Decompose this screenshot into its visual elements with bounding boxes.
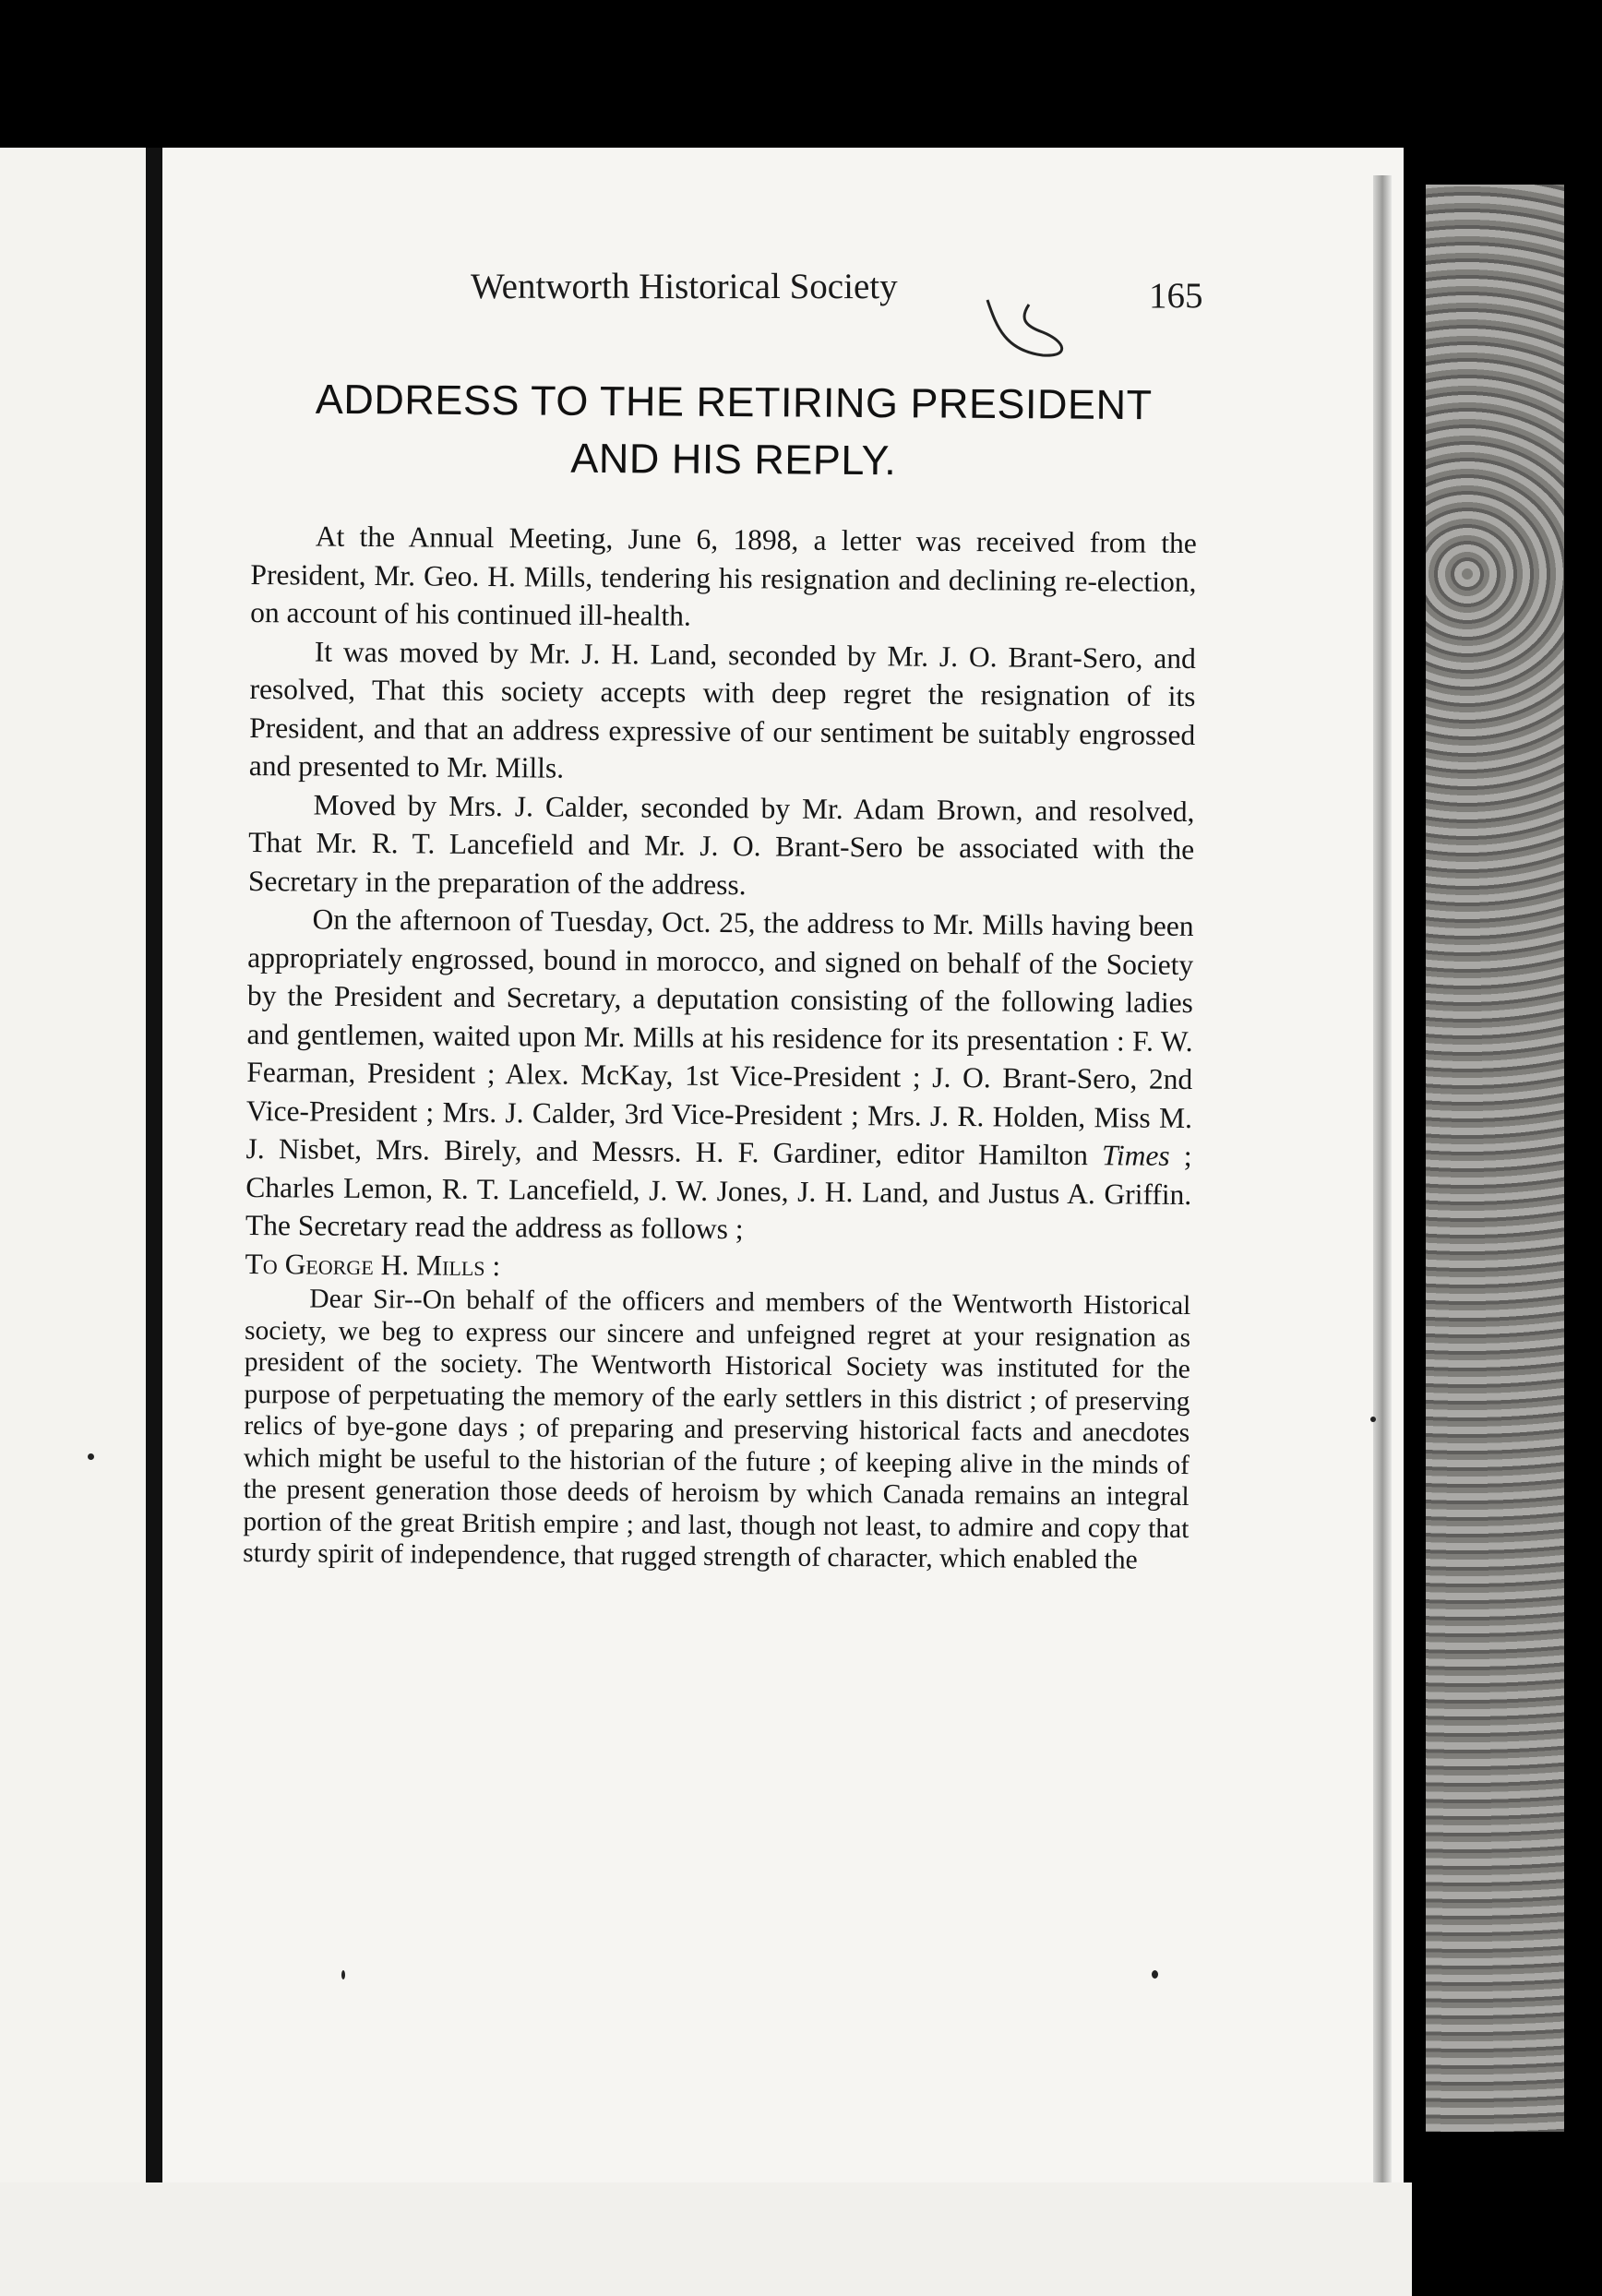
presentation-text: On the afternoon of Tuesday, Oct. 25, the address to Mr. Mills having been appropriately engrossed, bound in morocco, and signed on behalf of the Society by the President and Secretary, a deputation consisting of the following ladies and gentlemen, waited upon Mr. Mills at his residence for its presentation : F. W. Fearman, President ; Alex. McKay, 1st Vice-President ; J. O. Brant-Sero, 2nd Vice-President ; Mrs. J. Calder, 3rd Vice-President ; Mrs. J. R. Holden, Miss M. J. Nisbet, Mrs. Birely, and Messrs. H. F. Gardiner, editor Hamilton [245,903,1194,1172]
newspaper-name: Times [1101,1139,1170,1172]
article-title [268,370,1201,491]
page-fore-edge [1373,175,1392,2187]
presentation-text-continued: ; Charles Lemon, R. T. Lancefield, J. W. Jones, J. H. Land, and Justus A. Griffin. The Secretary read the address as follows ; [245,1139,1192,1246]
dust-speck [1152,1970,1158,1979]
salutation: To George H. Mills : [245,1247,501,1282]
address-letter [243,1283,1190,1577]
dust-speck [341,1970,345,1979]
facing-page-edge [0,148,152,2215]
gutter-shadow [146,148,162,2215]
article-body [243,517,1197,1577]
marbled-endpaper [1426,185,1564,2132]
underlying-page [0,2182,1412,2296]
title-line-2: AND HIS REPLY. [570,434,897,484]
paragraph-annual-meeting: At the Annual Meeting, June 6, 1898, a letter was received from the President, Mr. Geo. H. Mills, tendering his resignation and declining re-election, on account of his continued ill-health. [250,520,1197,632]
dust-speck [1370,1417,1376,1422]
pencil-mark-icon [978,281,1080,365]
running-head: Wentworth Historical Society [471,267,898,306]
paragraph-presentation [245,900,1194,1252]
paragraph-motion-calder: Moved by Mrs. J. Calder, seconded by Mr. Adam Brown, and resolved, That Mr. R. T. Lancefield and Mr. J. O. Brant-Sero be associated with the Secretary in the preparation of the address. [247,788,1195,901]
paragraph-motion-land: It was moved by Mr. J. H. Land, seconded by Mr. J. O. Brant-Sero, and resolved, That this society accepts with deep regret the resignation of its President, and that an address expressive of our sentiment be suitably engrossed and presented to Mr. Mills. [248,635,1196,784]
page-number: 165 [1149,276,1203,316]
title-line-1: ADDRESS TO THE RETIRING PRESIDENT [315,375,1153,429]
letter-paragraph: Dear Sir--On behalf of the officers and members of the Wentworth Historical society, we beg to express our sincere and unfeigned regret at your resignation as president of the society. The Wentworth Historical Society was instituted for the purpose of perpetuating the memory of the early settlers in this district ; of preserving relics of bye-gone days ; of preparing and preserving historical facts and anecdotes which might be useful to the historian of the future ; of keeping alive in the minds of the present generation those deeds of heroism by which Canada remains an integral portion of the great British empire ; and last, though not least, to admire and copy that sturdy spirit of independence, that rugged strength of character, which enabled the [243,1284,1191,1575]
dust-speck [88,1453,94,1460]
